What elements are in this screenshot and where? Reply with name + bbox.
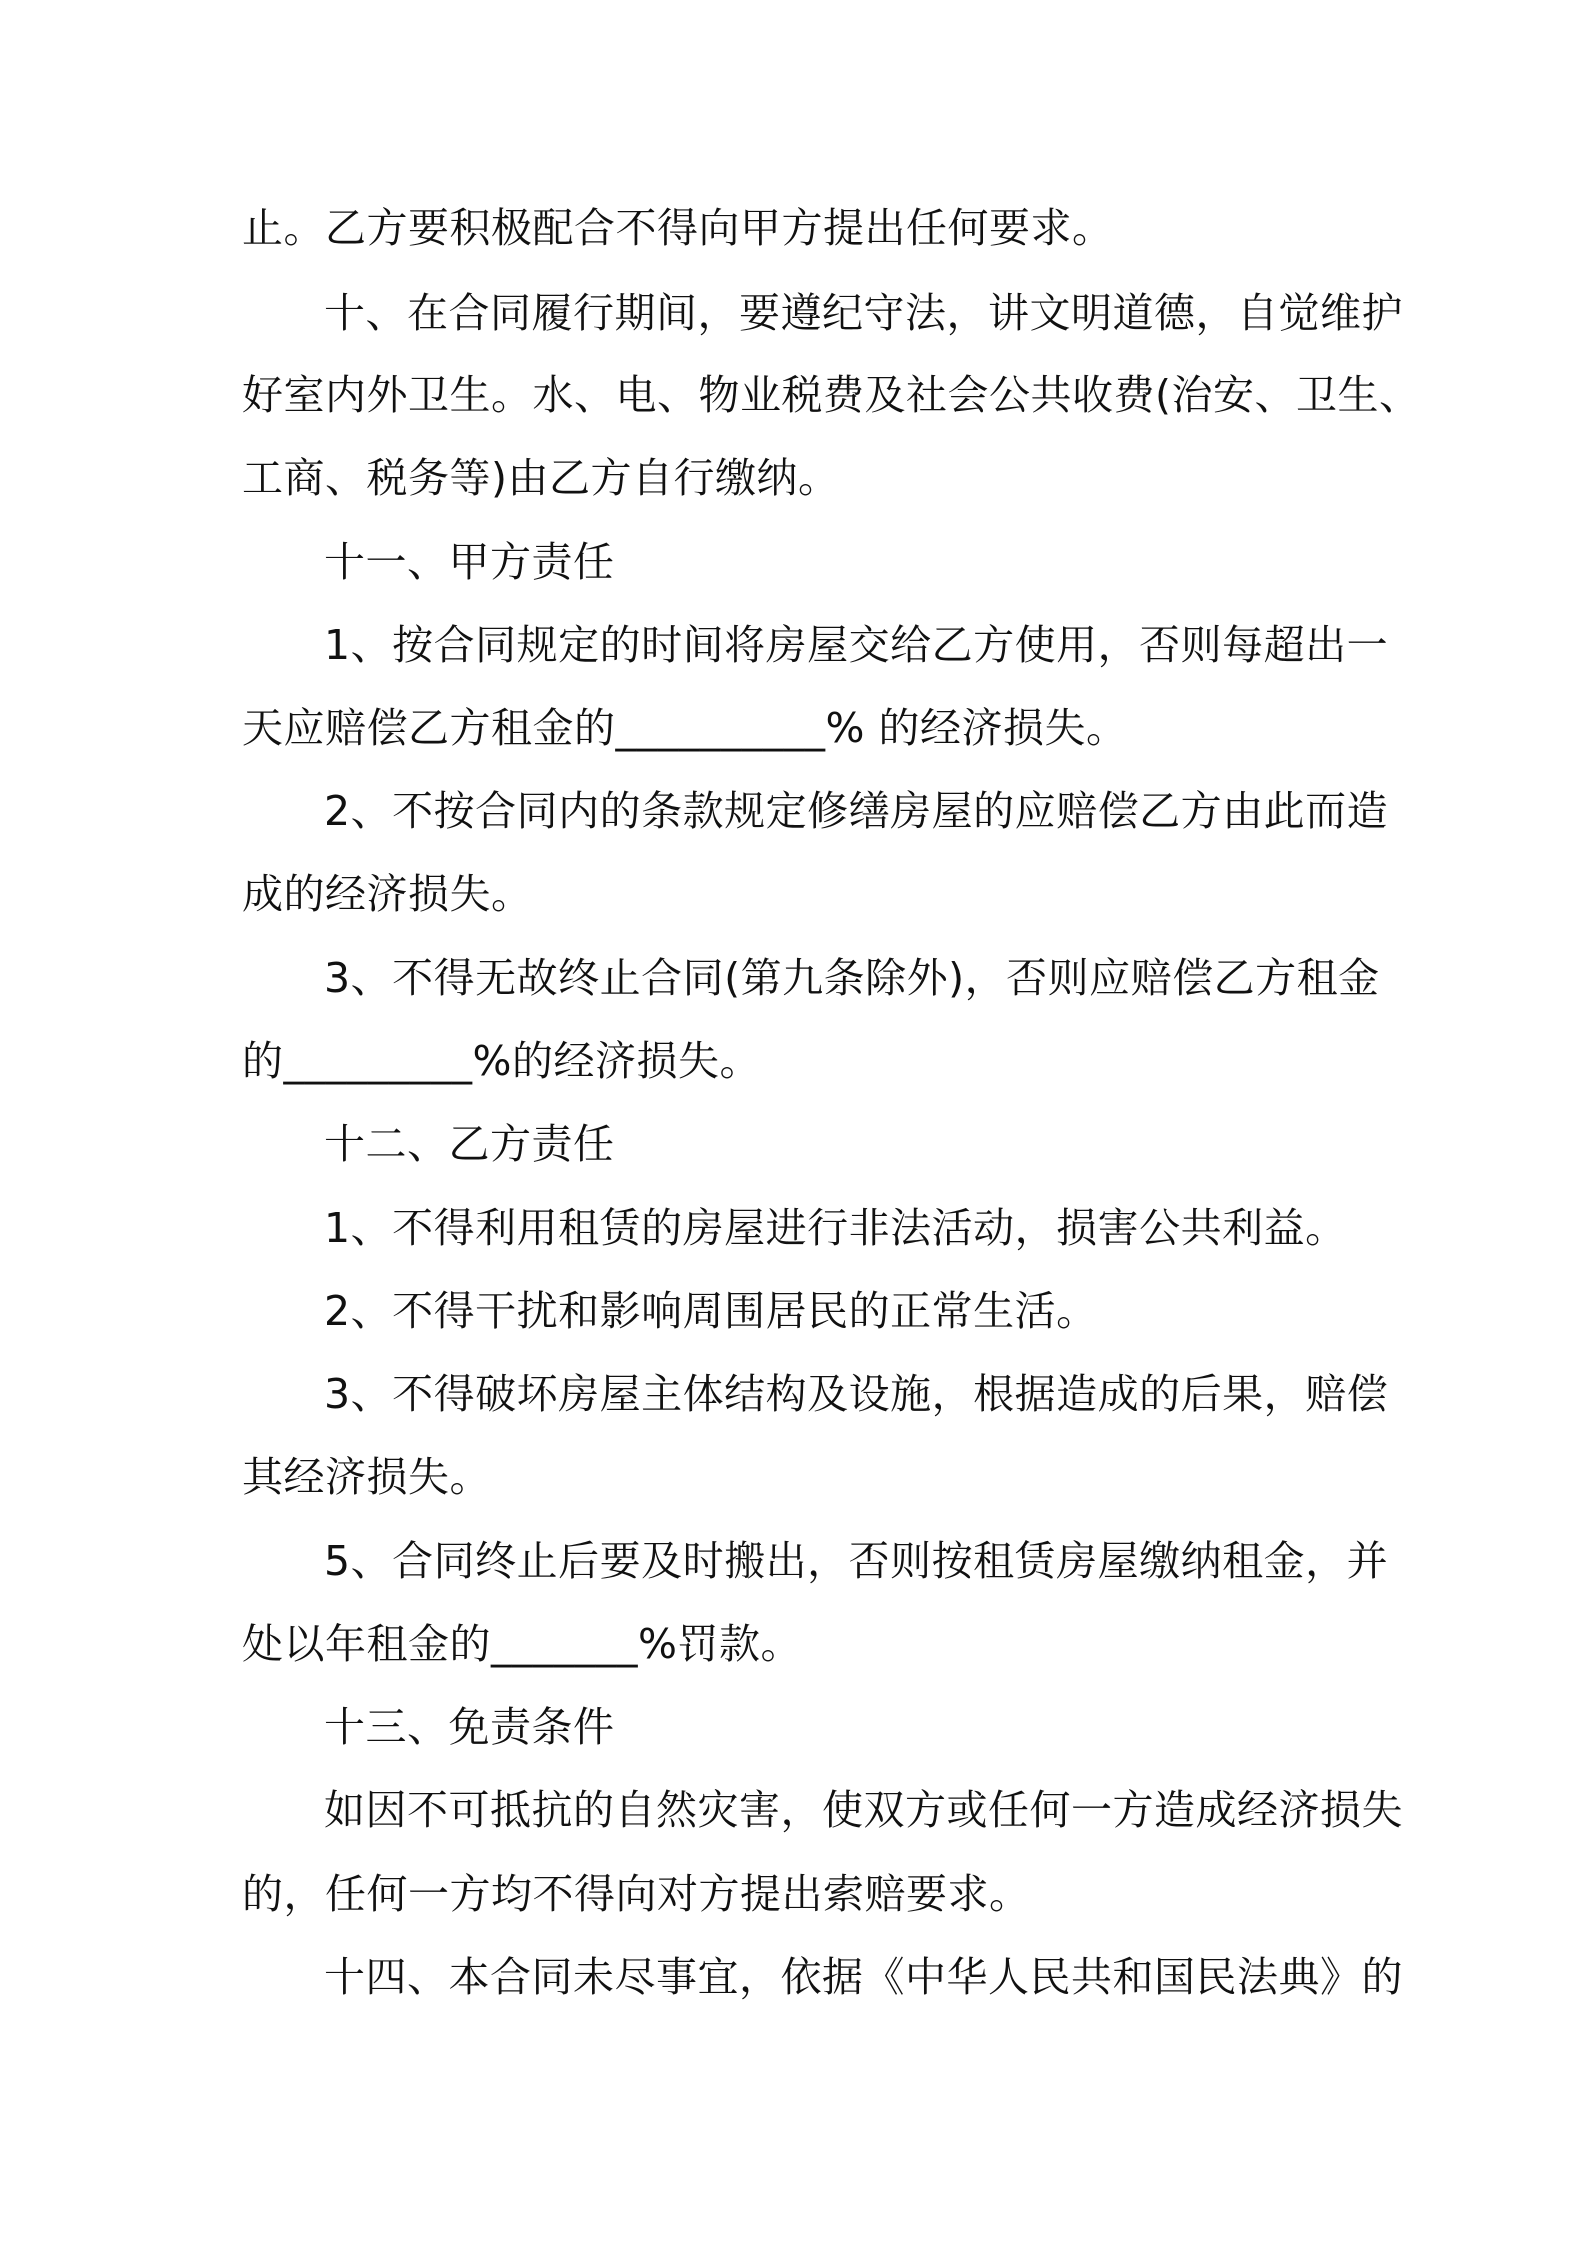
paragraph-line: 工商、税务等)由乙方自行缴纳。 [242,454,840,502]
paragraph-line: 好室内外卫生。水、电、物业税费及社会公共收费(治安、卫生、 [242,371,1421,419]
paragraph-line: 1、不得利用租赁的房屋进行非法活动，损害公共利益。 [324,1204,1347,1252]
paragraph-line: 的，任何一方均不得向对方提出索赔要求。 [242,1870,1031,1918]
paragraph-line: 十、在合同履行期间，要遵纪守法，讲文明道德，自觉维护 [324,289,1403,337]
paragraph-line: 处以年租金的_______%罚款。 [242,1620,802,1668]
section-heading: 十三、免责条件 [324,1703,615,1751]
paragraph-line: 天应赔偿乙方租金的__________% 的经济损失。 [242,704,1128,752]
paragraph-line: 1、按合同规定的时间将房屋交给乙方使用，否则每超出一 [324,621,1389,669]
paragraph-line: 2、不按合同内的条款规定修缮房屋的应赔偿乙方由此而造 [324,787,1389,835]
paragraph-line: 3、不得无故终止合同(第九条除外)，否则应赔偿乙方租金 [324,954,1380,1002]
paragraph-line: 成的经济损失。 [242,870,533,918]
paragraph-line: 5、合同终止后要及时搬出，否则按租赁房屋缴纳租金，并 [324,1537,1389,1585]
paragraph-line: 的_________%的经济损失。 [242,1037,761,1085]
section-heading: 十一、甲方责任 [324,538,615,586]
paragraph-line: 如因不可抵抗的自然灾害，使双方或任何一方造成经济损失 [324,1786,1403,1834]
paragraph-line: 2、不得干扰和影响周围居民的正常生活。 [324,1287,1098,1335]
paragraph-line: 十四、本合同未尽事宜，依据《中华人民共和国民法典》的 [324,1953,1403,2001]
paragraph-line: 止。乙方要积极配合不得向甲方提出任何要求。 [242,204,1114,252]
section-heading: 十二、乙方责任 [324,1120,615,1168]
paragraph-line: 3、不得破坏房屋主体结构及设施，根据造成的后果，赔偿 [324,1370,1389,1418]
paragraph-line: 其经济损失。 [242,1453,491,1501]
